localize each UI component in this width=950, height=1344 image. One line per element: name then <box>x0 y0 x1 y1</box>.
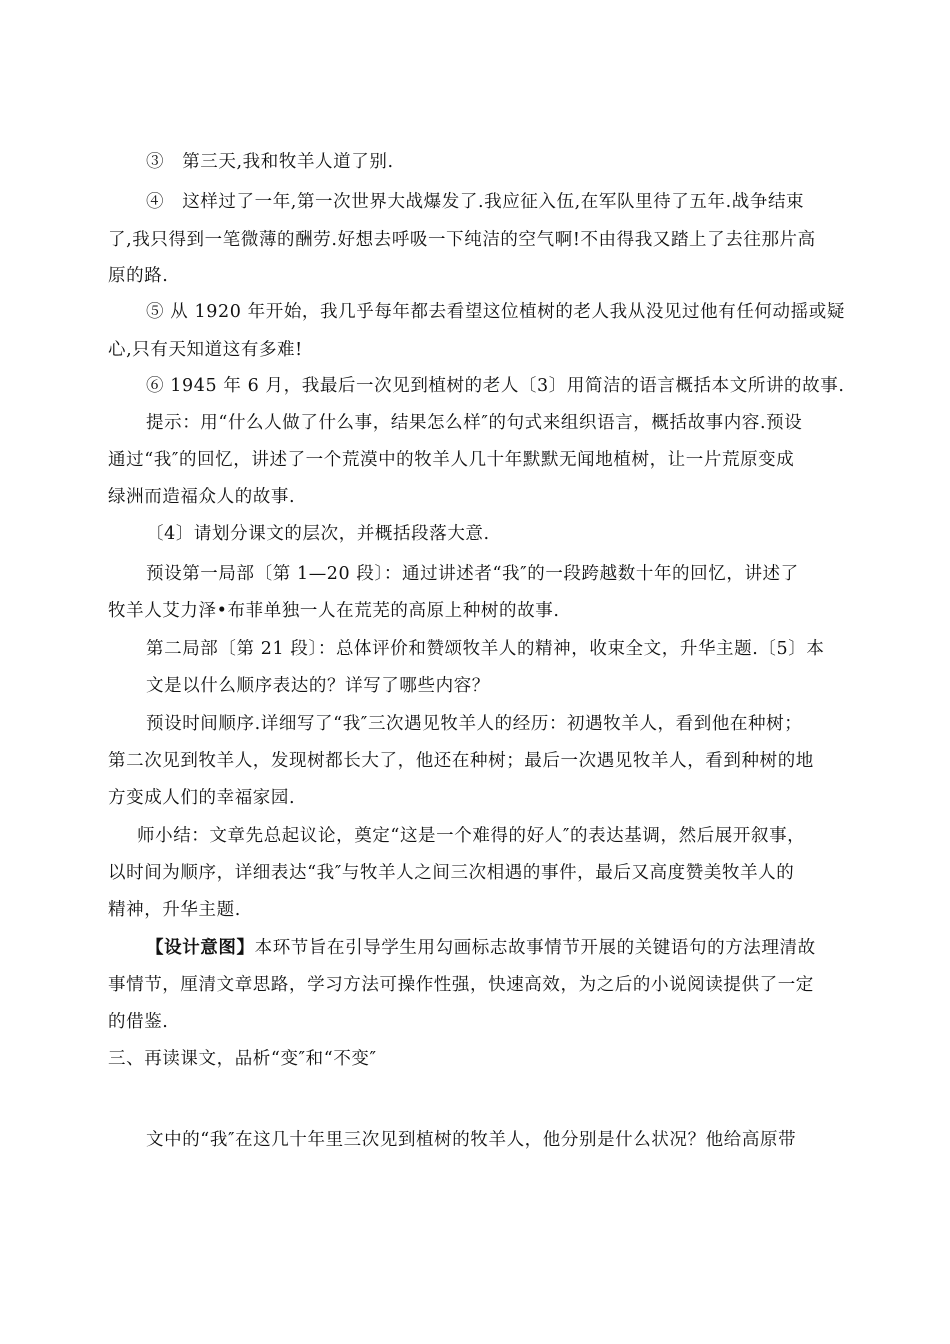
order-line-3: 方变成人们的幸福家园. <box>108 788 296 808</box>
part-2-line-1: 第二局部〔第 21 段〕：总体评价和赞颂牧羊人的精神，收束全文，升华主题.〔5〕本 <box>146 639 825 659</box>
paragraph-6-line: ⑥ 1945 年 6 月，我最后一次见到植树的老人〔3〕用简洁的语言概括本文所讲的故事. <box>146 376 845 396</box>
part-1-line-1: 预设第一局部〔第 1—20 段〕：通过讲述者“我″的一段跨越数十年的回忆，讲述了 <box>146 564 799 584</box>
part-1-line-2: 牧羊人艾力泽•布菲单独一人在荒芜的高原上种树的故事. <box>108 601 560 621</box>
summary-line-2: 以时间为顺序，详细表达“我″与牧羊人之间三次相遇的事件，最后又高度赞美牧羊人的 <box>108 863 795 883</box>
order-line-2: 第二次见到牧羊人，发现树都长大了，他还在种树；最后一次遇见牧羊人，看到种树的地 <box>108 751 814 771</box>
summary-line-1: 师小结：文章先总起议论，奠定“这是一个难得的好人″的表达基调，然后展开叙事， <box>137 826 806 846</box>
paragraph-4-line-1: ④ 这样过了一年,第一次世界大战爆发了.我应征入伍,在军队里待了五年.战争结束 <box>146 192 805 212</box>
design-intent-line-2: 事情节，厘清文章思路，学习方法可操作性强，快速高效，为之后的小说阅读提供了一定 <box>108 975 814 995</box>
hint-line-3: 绿洲而造福众人的故事. <box>108 487 296 507</box>
order-line-1: 预设时间顺序.详细写了“我″三次遇见牧羊人的经历：初遇牧羊人，看到他在种树； <box>146 714 803 734</box>
paragraph-5-line-2: 心,只有天知道这有多难! <box>108 340 303 360</box>
question-4-line: 〔4〕请划分课文的层次，并概括段落大意. <box>146 524 490 544</box>
paragraph-4-line-2: 了,我只得到一笔微薄的酬劳.好想去呼吸一下纯洁的空气啊!不由得我又踏上了去往那片高 <box>108 230 816 250</box>
design-intent-text: 本环节旨在引导学生用勾画标志故事情节开展的关键语句的方法理清故 <box>254 938 816 958</box>
final-question-line: 文中的“我″在这几十年里三次见到植树的牧羊人，他分别是什么状况？他给高原带 <box>146 1130 797 1150</box>
design-intent-label: 【设计意图】 <box>146 938 255 958</box>
design-intent-line-3: 的借鉴. <box>108 1012 169 1032</box>
design-intent-line-1 <box>146 936 816 960</box>
part-2-line-2: 文是以什么顺序表达的？详写了哪些内容？ <box>146 676 490 696</box>
paragraph-4-line-3: 原的路. <box>108 266 169 286</box>
hint-line-2: 通过“我″的回忆，讲述了一个荒漠中的牧羊人几十年默默无闻地植树，让一片荒原变成 <box>108 450 795 470</box>
paragraph-5-line-1: ⑤ 从 1920 年开始，我几乎每年都去看望这位植树的老人我从没见过他有任何动摇或疑 <box>146 302 845 322</box>
summary-line-3: 精神，升华主题. <box>108 900 241 920</box>
section-3-heading: 三、再读课文，品析“变″和“不变″ <box>108 1049 377 1069</box>
hint-line-1: 提示：用“什么人做了什么事，结果怎么样″的句式来组织语言，概括故事内容.预设 <box>146 413 803 433</box>
paragraph-3-line: ③ 第三天,我和牧羊人道了别. <box>146 152 394 172</box>
